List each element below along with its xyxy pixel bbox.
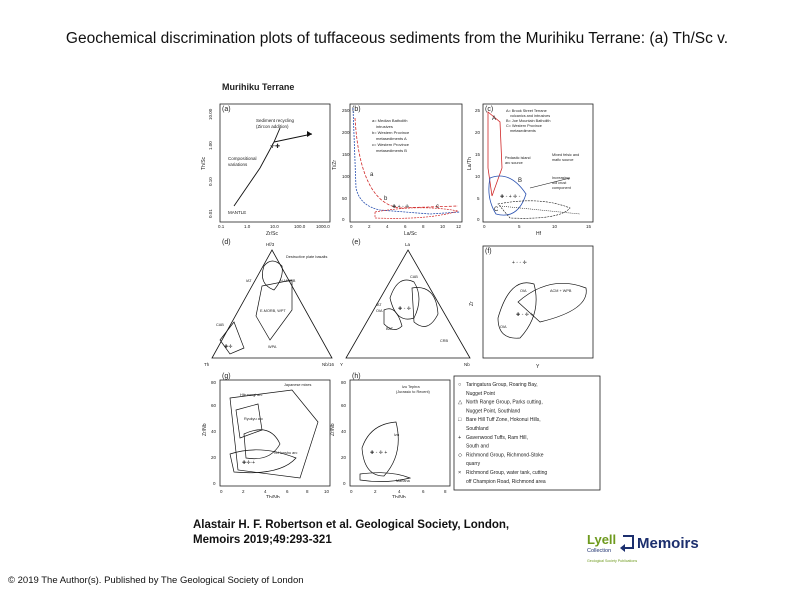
panel-g [202, 373, 330, 498]
panel-c-xtick: 0 [483, 224, 486, 229]
panel-h-field-label: Mariana [396, 479, 410, 483]
legend-text: Southland [466, 426, 489, 432]
panel-d-triangle [212, 250, 332, 358]
panel-a-note: Sediment recycling [256, 118, 295, 123]
panel-b-ylabel: Ti/Zr [332, 159, 338, 170]
panel-g-xtick: 8 [306, 489, 309, 494]
panel-b-label: (b) [352, 106, 361, 113]
panel-a-datapoints: ✛✚ [270, 144, 281, 150]
panel-h-ytick: 80 [341, 380, 347, 385]
panel-d-field-label: E-MORB, WPT [260, 309, 286, 313]
panel-h-field-label: (Jurassic to Recent) [396, 390, 430, 394]
panel-c-field-a [488, 112, 502, 196]
panel-e [340, 239, 470, 367]
panel-f-xlabel: Y [536, 364, 540, 370]
panel-h-xtick: 2 [374, 489, 377, 494]
panel-c-mark: A [492, 116, 497, 122]
panel-a-xtick: 0.1 [218, 224, 225, 229]
panel-c-legend-line: C= Western Province [506, 124, 542, 128]
panel-a-xtick: 1000.0 [316, 224, 330, 229]
panel-b-legend-line: a= Median Batholith [372, 118, 408, 123]
copyright: © 2019 The Author(s). Published by The Geological Society of London [8, 575, 304, 586]
panel-c-ytick: 15 [475, 152, 481, 157]
panel-f-frame [483, 246, 593, 358]
panel-h-field-label: Izu Tephra [402, 385, 420, 389]
panel-h-ytick: 20 [341, 455, 347, 460]
legend-text: South and [466, 443, 489, 450]
legend-symbol: ○ [458, 382, 462, 388]
panel-c-ytick: 10 [475, 174, 481, 179]
panel-a-ytick: 10.00 [208, 108, 213, 120]
panel-c-xtick: 10 [552, 224, 558, 229]
panel-f-ylabel: Zr [469, 301, 475, 306]
panel-g-xtick: 4 [264, 489, 267, 494]
panel-b-ytick: 50 [342, 196, 348, 201]
logo-tagline: Geological Society Publications [587, 559, 638, 563]
panel-e-field-label: BAT [386, 327, 394, 331]
panel-b-ytick: 250 [342, 108, 350, 113]
legend-text: Nugget Point, Southland [466, 408, 521, 415]
panel-c-xtick: 5 [518, 224, 521, 229]
panel-b-xtick: 6 [404, 224, 407, 229]
logo-arrowhead-icon [620, 544, 625, 552]
panel-d-datapoints: ✚✛ [224, 344, 233, 350]
panel-g-xtick: 10 [324, 489, 330, 494]
panel-g-field [236, 404, 262, 438]
logo-memoirs: Memoirs [637, 535, 699, 552]
panel-c-note: Pedastic island [505, 156, 531, 160]
panel-c-ytick: 20 [475, 130, 481, 135]
panel-g-ytick: 60 [211, 403, 217, 408]
panel-e-label: (e) [352, 239, 361, 246]
panel-f-label: (f) [485, 248, 492, 255]
panel-e-field-label: IAT [376, 303, 382, 307]
panel-c-xtick: 15 [586, 224, 592, 229]
panel-h-frame [350, 380, 450, 486]
panel-c-ytick: 5 [477, 196, 480, 201]
panel-a-ytick: 1.00 [208, 141, 213, 150]
panel-d-field-label: Destructive plate basalts [286, 255, 328, 259]
panel-b-xtick: 4 [386, 224, 389, 229]
panel-b-legend-line: intrusives [376, 124, 393, 129]
panel-b-ytick: 100 [342, 174, 350, 179]
slide-title: Geochemical discrimination plots of tuffaceous sediments from the Murihiku Terrane: (a) Th/Sc v. [65, 30, 729, 47]
panel-c-xlabel: Hf [536, 231, 541, 237]
panel-b-xlabel: La/Sc [404, 231, 417, 237]
panel-h-xtick: 6 [422, 489, 425, 494]
panel-d-field-label: WPA [268, 345, 277, 349]
panel-b-mark: b [384, 196, 388, 202]
panel-e-apex-top: La [405, 242, 411, 247]
panel-h-xtick: 8 [444, 489, 447, 494]
panel-a-note: (Zircon addition) [256, 124, 289, 129]
panel-a-label: (a) [222, 106, 231, 113]
panel-e-field-label: CAB [410, 275, 418, 279]
panel-c-legend-line: A= Brook Street Terrane [506, 109, 547, 113]
panel-d-apex-right: Nb/16 [322, 362, 335, 367]
panel-f-field [498, 283, 536, 338]
panel-b-mark: c [436, 204, 439, 210]
panel-e-field-label: CRB [440, 339, 449, 343]
panel-a-note: Compositional [228, 156, 257, 161]
panel-c-ytick: 0 [477, 217, 480, 222]
panel-c-legend-line: B= Joe Mountain Batholith [506, 119, 551, 123]
panel-b-xtick: 2 [368, 224, 371, 229]
panel-g-field-label: Ryukyu arc [244, 417, 263, 421]
panel-b-xtick: 8 [422, 224, 425, 229]
legend-text: Gavenwood Tuffs, Ram Hill, [466, 434, 528, 441]
panel-c-note: component [552, 186, 571, 190]
panel-a-xtick: 100.0 [294, 224, 306, 229]
panel-a-curve [234, 128, 280, 206]
caption-line: Alastair H. F. Robertson et al. Geological Society, London, [193, 519, 510, 531]
panel-e-apex-right: Nb [464, 362, 470, 367]
geochemical-figure [200, 78, 608, 498]
panel-g-xtick: 2 [242, 489, 245, 494]
panel-c-datapoints: ✚ ◦ + ✛ ◦ [500, 194, 521, 200]
panel-b-ytick: 200 [342, 130, 350, 135]
panel-c [467, 104, 593, 237]
panel-g-datapoints: ✚✛◦+ [242, 460, 256, 466]
caption [193, 518, 509, 548]
panel-h-xtick: 0 [350, 489, 353, 494]
panel-c-ytick: 25 [475, 108, 481, 113]
panel-h-xtick: 4 [398, 489, 401, 494]
panel-b-legend [372, 118, 410, 153]
panel-c-mark: B [518, 178, 523, 184]
panel-c-legend-line: metasediments [510, 129, 536, 133]
panel-f-field-label: OIA [500, 325, 507, 329]
panel-h-datapoints: ✚ ◦ ✛ + [370, 450, 388, 456]
legend-text: Richmond Group, water tank, cutting [466, 470, 548, 476]
panel-g-field-label: Japanese mixes [284, 383, 312, 387]
panel-f-datapoints: + ◦ ◦ ✛ [512, 260, 527, 266]
panel-g-xtick: 0 [220, 489, 223, 494]
panel-c-label: (c) [485, 106, 494, 113]
panel-c-note: Increasing [552, 176, 570, 180]
panel-e-datapoints: ✚ ◦ ✛ [398, 306, 411, 312]
panel-c-ylabel: La/Th [467, 157, 473, 170]
figure-legend [454, 376, 600, 490]
panel-f [469, 246, 593, 370]
panel-d-field-label: IAT [246, 279, 252, 283]
panel-c-note: arc source [505, 161, 523, 165]
panel-h-field-label: Izu [394, 433, 400, 437]
legend-text: North Range Group, Parks cutting, [466, 399, 543, 406]
panel-g-ytick: 40 [211, 429, 217, 434]
panel-g-ytick: 80 [211, 380, 217, 385]
panel-a-ytick: 0.10 [208, 177, 213, 186]
panel-b-legend-line: metasediments A [376, 136, 407, 141]
panel-g-ylabel: Zr/Nb [202, 423, 208, 436]
panel-e-triangle [346, 250, 470, 358]
panel-e-apex-left: Y [340, 362, 344, 367]
panel-g-xtick: 6 [286, 489, 289, 494]
panel-c-note: mafic source [552, 158, 574, 162]
figure-heading: Murihiku Terrane [222, 82, 295, 92]
legend-text: Taringatura Group, Roaring Bay, [466, 382, 538, 388]
panel-f-field-label: ACM + WPB [550, 289, 572, 293]
panel-g-ytick: 0 [213, 481, 216, 486]
panel-a-note: MANTLE [228, 210, 247, 215]
panel-b-mark: a [370, 172, 374, 178]
panel-c-legend [506, 109, 550, 133]
panel-g-field-label: Hikurangi arc [240, 393, 263, 397]
panel-e-field [390, 280, 419, 319]
panel-d-apex-left: Th [204, 362, 210, 367]
panel-g-field-label: N-Honshu arc [274, 451, 298, 455]
legend-symbol: □ [458, 417, 462, 424]
panel-a-note: variations [228, 162, 248, 167]
legend-symbol: △ [458, 399, 463, 406]
legend-text: Richmond Group, Richmond-Stoke [466, 452, 544, 459]
panel-b-xtick: 0 [350, 224, 353, 229]
panel-b-xtick: 10 [440, 224, 446, 229]
panel-a [201, 104, 330, 237]
panel-c-note: Mixed felsic and [552, 153, 580, 157]
panel-d-label: (d) [222, 239, 231, 246]
panel-a-yticks [208, 108, 213, 218]
panel-h-ytick: 40 [341, 429, 347, 434]
panel-b-ytick: 0 [342, 217, 345, 222]
panel-h-label: (h) [352, 373, 361, 380]
legend-text: Bare Hill Tuff Zone, Hokonui Hills, [466, 417, 541, 424]
panel-b [332, 104, 462, 237]
panel-d-apex-top: Hf/3 [266, 242, 275, 247]
panel-f-datapoints: ✚ ◦ ✛ + [516, 312, 534, 318]
panel-b-legend-line: metasediments B [376, 148, 407, 153]
panel-h [330, 373, 450, 498]
lyell-memoirs-logo [585, 528, 715, 570]
panel-b-legend-line: b= Western Province [372, 130, 410, 135]
logo-collection: Collection [587, 548, 612, 554]
legend-text: off Champion Road, Richmond area [466, 478, 546, 485]
panel-d-field-label: CAB [216, 323, 224, 327]
panel-c-mark: C [494, 207, 499, 213]
panel-a-recycling-arrow [274, 134, 312, 142]
panel-b-legend-line: c= Western Province [372, 142, 409, 147]
panel-e-field-label: OIA [376, 309, 383, 313]
panel-b-xtick: 12 [456, 224, 462, 229]
panel-a-ytick: 0.01 [208, 209, 213, 218]
panel-d [204, 239, 335, 367]
logo-lyell: Lyell [587, 532, 617, 547]
panel-h-ytick: 0 [343, 481, 346, 486]
legend-symbol: × [458, 470, 462, 476]
panel-c-note: old crust [552, 181, 567, 185]
panel-g-label: (g) [222, 373, 231, 380]
legend-symbol: ◇ [458, 452, 463, 459]
panel-a-xlabel: Zr/Sc [266, 231, 278, 237]
legend-text: Nugget Point [466, 390, 495, 397]
panel-h-ytick: 60 [341, 403, 347, 408]
panel-g-ytick: 20 [211, 455, 217, 460]
panel-e-field [412, 288, 438, 327]
panel-c-legend-line: volcanics and intrusives [510, 114, 551, 118]
panel-d-field-label: N-MORB [280, 279, 296, 283]
panel-b-field-a [353, 108, 460, 214]
legend-symbol: + [458, 434, 462, 441]
panel-a-xtick: 1.0 [244, 224, 251, 229]
arrow-icon [307, 131, 312, 137]
panel-a-xtick: 10.0 [270, 224, 279, 229]
legend-text: quarry [466, 461, 481, 468]
panel-a-ylabel: Th/Sc [201, 156, 207, 170]
panel-h-xlabel: Th/Nb [392, 495, 406, 498]
panel-h-field [362, 422, 398, 476]
caption-line: Memoirs 2019;49:293-321 [193, 534, 332, 546]
panel-b-datapoints: ✚ + ◦ ✛ [392, 204, 410, 210]
panel-f-field-label: OIA [520, 289, 527, 293]
panel-g-xlabel: Th/Nb [266, 495, 280, 498]
panel-h-ylabel: Zr/Nb [330, 423, 336, 436]
panel-b-ytick: 150 [342, 152, 350, 157]
